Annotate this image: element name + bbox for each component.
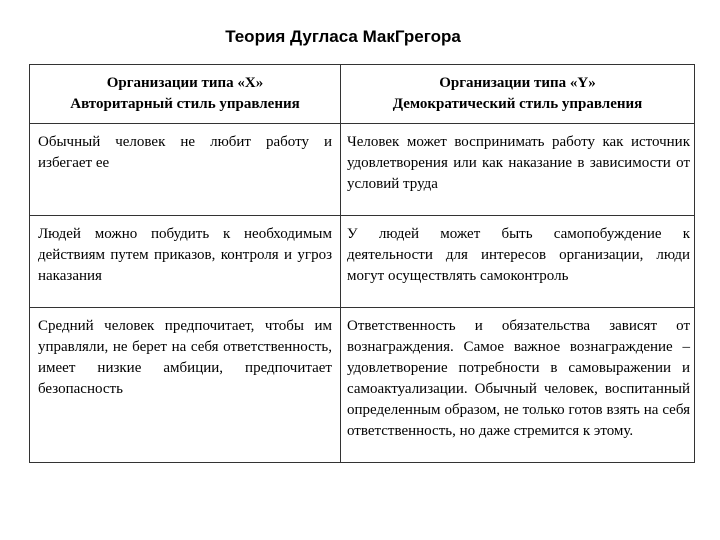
table-row	[30, 308, 695, 463]
row-1-type-x: Обычный человек не любит работу и избегает ее	[30, 124, 341, 216]
header-type-y	[341, 65, 695, 124]
row-2-type-y: У людей может быть самопобуждение к деятельности для интересов организации, люди могут осуществлять самоконтроль	[341, 216, 695, 308]
row-2-type-x: Людей можно побудить к необходимым действиям путем приказов, контроля и угроз наказания	[30, 216, 341, 308]
table-row	[30, 124, 695, 216]
row-3-type-y: Ответственность и обязательства зависят от вознаграждения. Самое важное вознаграждение – удовлетворение потребности в самовыражении и самоактуализации. Обычный человек, воспитанный определенным образом, не только готов взять на себя ответственность, но даже стремится к этому.	[341, 308, 695, 463]
table-row	[30, 216, 695, 308]
row-3-type-x: Средний человек предпочитает, чтобы им управляли, не берет на себя ответственность, имеет низкие амбиции, предпочитает безопасность	[30, 308, 341, 463]
table-header-row	[30, 65, 695, 124]
header-type-y-style: Демократический стиль управления	[392, 96, 643, 112]
header-type-x-title: Организации типа «X»	[106, 75, 264, 91]
row-1-type-y: Человек может воспринимать работу как источник удовлетворения или как наказание в зависимости от условий труда	[341, 124, 695, 216]
header-type-y-title: Организации типа «Y»	[439, 75, 596, 91]
page-title: Теория Дугласа МакГрегора	[225, 27, 461, 46]
comparison-table	[29, 64, 695, 463]
header-type-x-style: Авторитарный стиль управления	[70, 96, 300, 112]
header-type-x	[30, 65, 341, 124]
